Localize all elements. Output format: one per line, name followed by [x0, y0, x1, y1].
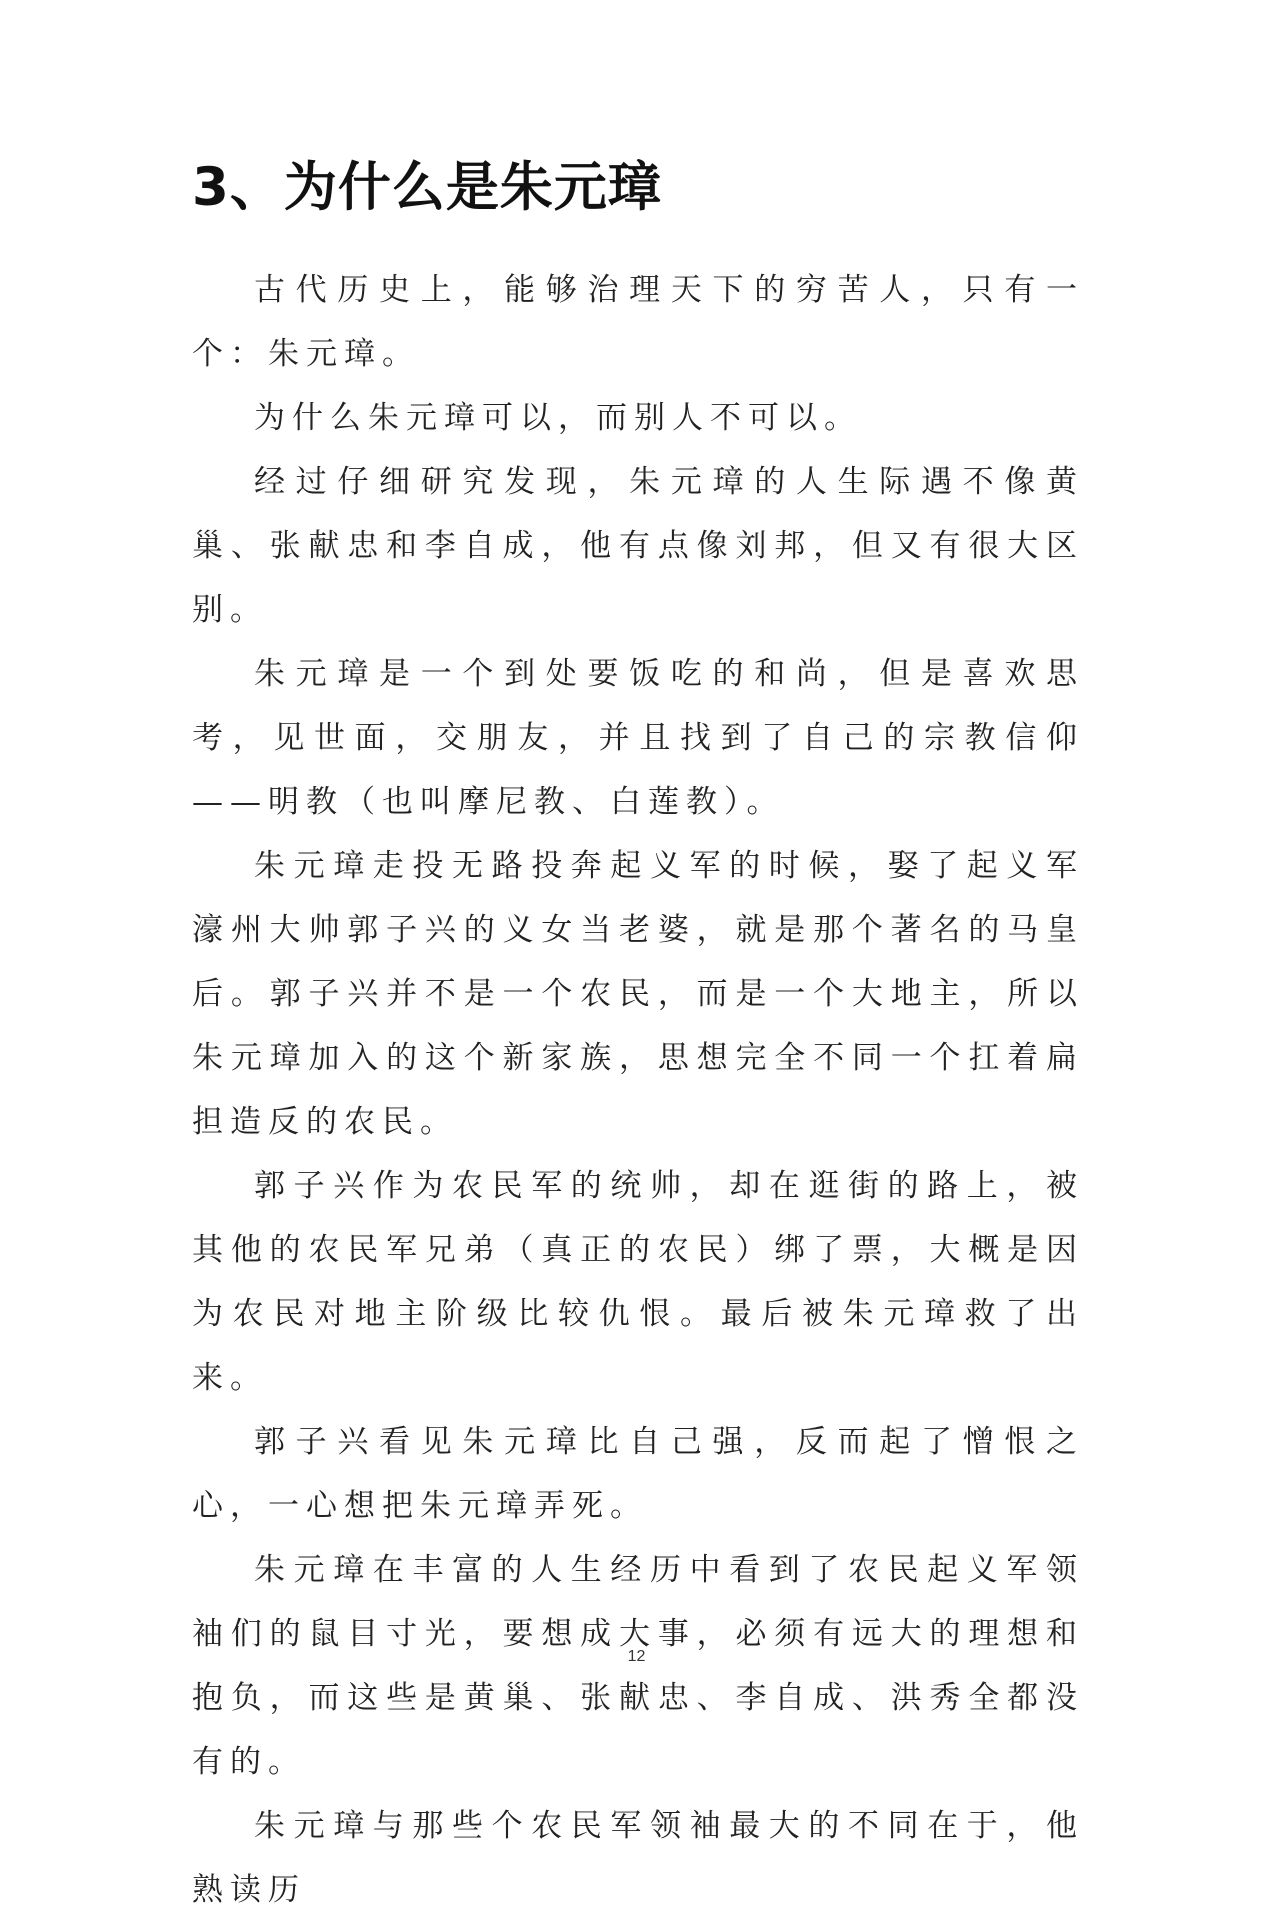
body-text: [192, 258, 1084, 1922]
paragraph: 朱元璋是一个到处要饭吃的和尚，但是喜欢思考，见世面，交朋友，并且找到了自己的宗教信仰——明教（也叫摩尼教、白莲教）。: [192, 656, 1084, 820]
paragraph: 朱元璋在丰富的人生经历中看到了农民起义军领袖们的鼠目寸光，要想成大事，必须有远大的理想和抱负，而这些是黄巢、张献忠、李自成、洪秀全都没有的。: [192, 1552, 1084, 1780]
paragraph: 郭子兴作为农民军的统帅，却在逛街的路上，被其他的农民军兄弟（真正的农民）绑了票，大概是因为农民对地主阶级比较仇恨。最后被朱元璋救了出来。: [192, 1168, 1084, 1396]
paragraph: 为什么朱元璋可以，而别人不可以。: [254, 400, 862, 436]
paragraph: 古代历史上，能够治理天下的穷苦人，只有一个：朱元璋。: [192, 272, 1084, 372]
paragraph: 朱元璋走投无路投奔起义军的时候，娶了起义军濠州大帅郭子兴的义女当老婆，就是那个著名的马皇后。郭子兴并不是一个农民，而是一个大地主，所以朱元璋加入的这个新家族，思想完全不同一个扛着扁担造反的农民。: [192, 848, 1084, 1140]
paragraph: 经过仔细研究发现，朱元璋的人生际遇不像黄巢、张献忠和李自成，他有点像刘邦，但又有很大区别。: [192, 464, 1084, 628]
paragraph: 郭子兴看见朱元璋比自己强，反而起了憎恨之心，一心想把朱元璋弄死。: [192, 1424, 1084, 1524]
paragraph: 朱元璋与那些个农民军领袖最大的不同在于，他熟读历: [192, 1808, 1084, 1908]
page-number: 12: [627, 1648, 646, 1665]
section-title: 3、为什么是朱元璋: [192, 157, 662, 218]
